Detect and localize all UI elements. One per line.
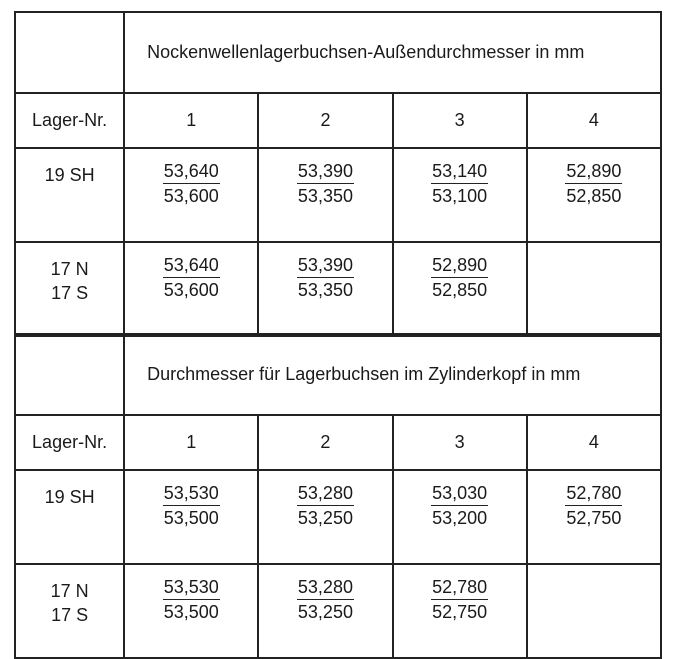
upper-limit: 52,890 xyxy=(565,159,622,184)
table-title: Nockenwellenlagerbuchsen-Außendurchmesser in mm xyxy=(124,12,661,93)
column-header-2: 2 xyxy=(258,93,392,148)
upper-limit: 52,780 xyxy=(565,481,622,506)
tolerance-value xyxy=(163,481,220,530)
lager-label: 17 N xyxy=(50,259,89,279)
lager-nr-header: Lager-Nr. xyxy=(15,415,124,470)
tolerance-value xyxy=(431,253,488,302)
lower-limit: 53,350 xyxy=(297,280,353,300)
lower-limit: 53,250 xyxy=(297,508,353,528)
table-row xyxy=(15,564,661,658)
upper-limit: 53,530 xyxy=(163,481,220,506)
corner-cell xyxy=(15,12,124,93)
upper-limit: 53,390 xyxy=(297,253,354,278)
value-cell xyxy=(393,242,527,336)
lager-cell xyxy=(15,148,124,242)
tolerance-value xyxy=(431,481,488,530)
lager-label: 17 S xyxy=(51,605,89,625)
upper-limit: 52,890 xyxy=(431,253,488,278)
column-header-3: 3 xyxy=(393,93,527,148)
upper-limit: 52,780 xyxy=(431,575,488,600)
lager-label: 19 SH xyxy=(44,165,95,185)
upper-limit: 53,530 xyxy=(163,575,220,600)
empty-cell xyxy=(527,564,661,658)
upper-limit: 53,280 xyxy=(297,575,354,600)
lager-label: 17 N xyxy=(50,581,89,601)
lower-limit: 53,600 xyxy=(163,280,219,300)
table-row xyxy=(15,470,661,564)
value-cell xyxy=(393,564,527,658)
upper-limit: 53,640 xyxy=(163,159,220,184)
header-row xyxy=(15,415,661,470)
upper-limit: 53,280 xyxy=(297,481,354,506)
value-cell xyxy=(124,148,258,242)
lower-limit: 52,850 xyxy=(432,280,488,300)
value-cell xyxy=(258,148,392,242)
table-row xyxy=(15,242,661,336)
column-header-1: 1 xyxy=(124,93,258,148)
lower-limit: 53,250 xyxy=(297,602,353,622)
value-cell xyxy=(393,470,527,564)
upper-limit: 53,140 xyxy=(431,159,488,184)
value-cell xyxy=(258,242,392,336)
tolerance-value xyxy=(297,159,354,208)
lager-cell xyxy=(15,564,124,658)
tolerance-value xyxy=(431,159,488,208)
tolerance-value xyxy=(565,481,622,530)
tolerance-value xyxy=(431,575,488,624)
tolerance-value xyxy=(163,575,220,624)
table-title: Durchmesser für Lagerbuchsen im Zylinderkopf in mm xyxy=(124,334,661,415)
tolerance-value xyxy=(163,253,220,302)
value-cell xyxy=(527,470,661,564)
column-header-4: 4 xyxy=(527,93,661,148)
value-cell xyxy=(124,564,258,658)
lager-cell xyxy=(15,470,124,564)
tolerance-value xyxy=(297,575,354,624)
column-header-3: 3 xyxy=(393,415,527,470)
tolerance-value xyxy=(297,481,354,530)
corner-cell xyxy=(15,334,124,415)
column-header-4: 4 xyxy=(527,415,661,470)
upper-limit: 53,390 xyxy=(297,159,354,184)
value-cell xyxy=(258,470,392,564)
lower-limit: 53,600 xyxy=(163,186,219,206)
lower-limit: 52,750 xyxy=(432,602,488,622)
value-cell xyxy=(124,470,258,564)
lower-limit: 53,500 xyxy=(163,508,219,528)
value-cell xyxy=(124,242,258,336)
tolerance-value xyxy=(163,159,220,208)
lower-limit: 53,500 xyxy=(163,602,219,622)
lager-label: 17 S xyxy=(51,283,89,303)
table-row xyxy=(15,148,661,242)
bore-diameter-table xyxy=(14,333,662,659)
tolerance-value xyxy=(565,159,622,208)
value-cell xyxy=(527,148,661,242)
column-header-2: 2 xyxy=(258,415,392,470)
lager-nr-header: Lager-Nr. xyxy=(15,93,124,148)
lager-label: 19 SH xyxy=(44,487,95,507)
outer-diameter-table xyxy=(14,11,662,337)
column-header-1: 1 xyxy=(124,415,258,470)
lager-cell xyxy=(15,242,124,336)
upper-limit: 53,030 xyxy=(431,481,488,506)
lower-limit: 53,200 xyxy=(432,508,488,528)
value-cell xyxy=(258,564,392,658)
tolerance-value xyxy=(297,253,354,302)
value-cell xyxy=(393,148,527,242)
upper-limit: 53,640 xyxy=(163,253,220,278)
lower-limit: 53,350 xyxy=(297,186,353,206)
empty-cell xyxy=(527,242,661,336)
title-row xyxy=(15,12,661,93)
title-row xyxy=(15,334,661,415)
lower-limit: 52,850 xyxy=(566,186,622,206)
lower-limit: 52,750 xyxy=(566,508,622,528)
header-row xyxy=(15,93,661,148)
lower-limit: 53,100 xyxy=(432,186,488,206)
